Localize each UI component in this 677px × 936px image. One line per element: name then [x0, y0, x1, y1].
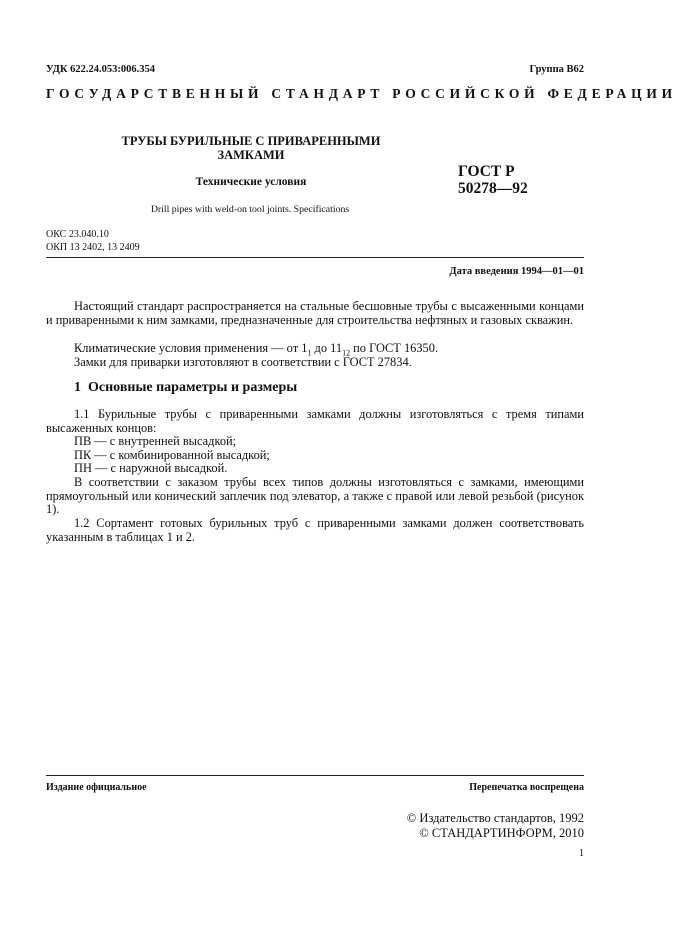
english-title: Drill pipes with weld-on tool joints. Specifications	[150, 204, 350, 215]
group-code: Группа B62	[529, 64, 584, 75]
footer-divider	[46, 775, 584, 776]
page-number: 1	[579, 848, 584, 859]
gost-label: ГОСТ Р	[458, 163, 515, 180]
copyright-2010: © СТАНДАРТИНФОРМ, 2010	[419, 826, 584, 840]
reprint-notice: Перепечатка воспрещена	[469, 782, 584, 793]
udk-code: УДК 622.24.053:006.354	[46, 64, 155, 75]
document-subtitle: Технические условия	[195, 176, 307, 188]
oks-code: ОКС 23.040.10	[46, 229, 109, 240]
official-edition: Издание официальное	[46, 782, 147, 793]
list-item-pk: ПК — с комбинированной высадкой;	[74, 448, 270, 462]
locks-paragraph: Замки для приварки изготовляют в соответствии с ГОСТ 27834.	[74, 355, 412, 369]
list-item-pv: ПВ — с внутренней высадкой;	[74, 434, 237, 448]
document-title-line1: ТРУБЫ БУРИЛЬНЫЕ С ПРИВАРЕННЫМИ	[121, 134, 381, 148]
section-heading: 1 Основные параметры и размеры	[74, 380, 298, 395]
header-divider	[46, 257, 584, 258]
paragraph-1-1: 1.1 Бурильные трубы с приваренными замками должны изготовляться с тремя типами высаженных концов:	[46, 407, 584, 435]
document-title-line2: ЗАМКАМИ	[217, 148, 285, 162]
list-item-pn: ПН — с наружной высадкой.	[74, 461, 228, 475]
order-paragraph: В соответствии с заказом трубы всех типов должны изготовляться с замками, имеющими прямоугольный или конический заплечик под элеватор, а также с правой или левой резьбой (рисунок 1).	[46, 475, 584, 517]
paragraph-1-2: 1.2 Сортамент готовых бурильных труб с приваренными замками должен соответствовать указанным в таблицах 1 и 2.	[46, 516, 584, 544]
gost-number: 50278—92	[458, 180, 528, 197]
okp-code: ОКП 13 2402, 13 2409	[46, 242, 140, 253]
climate-conditions: Климатические условия применения — от $1_1$ до $11_{12}$ по ГОСТ 16350.	[74, 341, 439, 358]
introduction-date: Дата введения 1994—01—01	[449, 266, 584, 277]
state-standard-heading: ГОСУДАРСТВЕННЫЙ СТАНДАРТ РОССИЙСКОЙ ФЕДЕРАЦИИ	[46, 86, 677, 101]
intro-paragraph: Настоящий стандарт распространяется на стальные бесшовные трубы с высаженными концами и приваренными к ним замками, предназначенные для строительства нефтяных и газовых скважин.	[46, 299, 584, 327]
copyright-1992: © Издательство стандартов, 1992	[406, 811, 584, 825]
